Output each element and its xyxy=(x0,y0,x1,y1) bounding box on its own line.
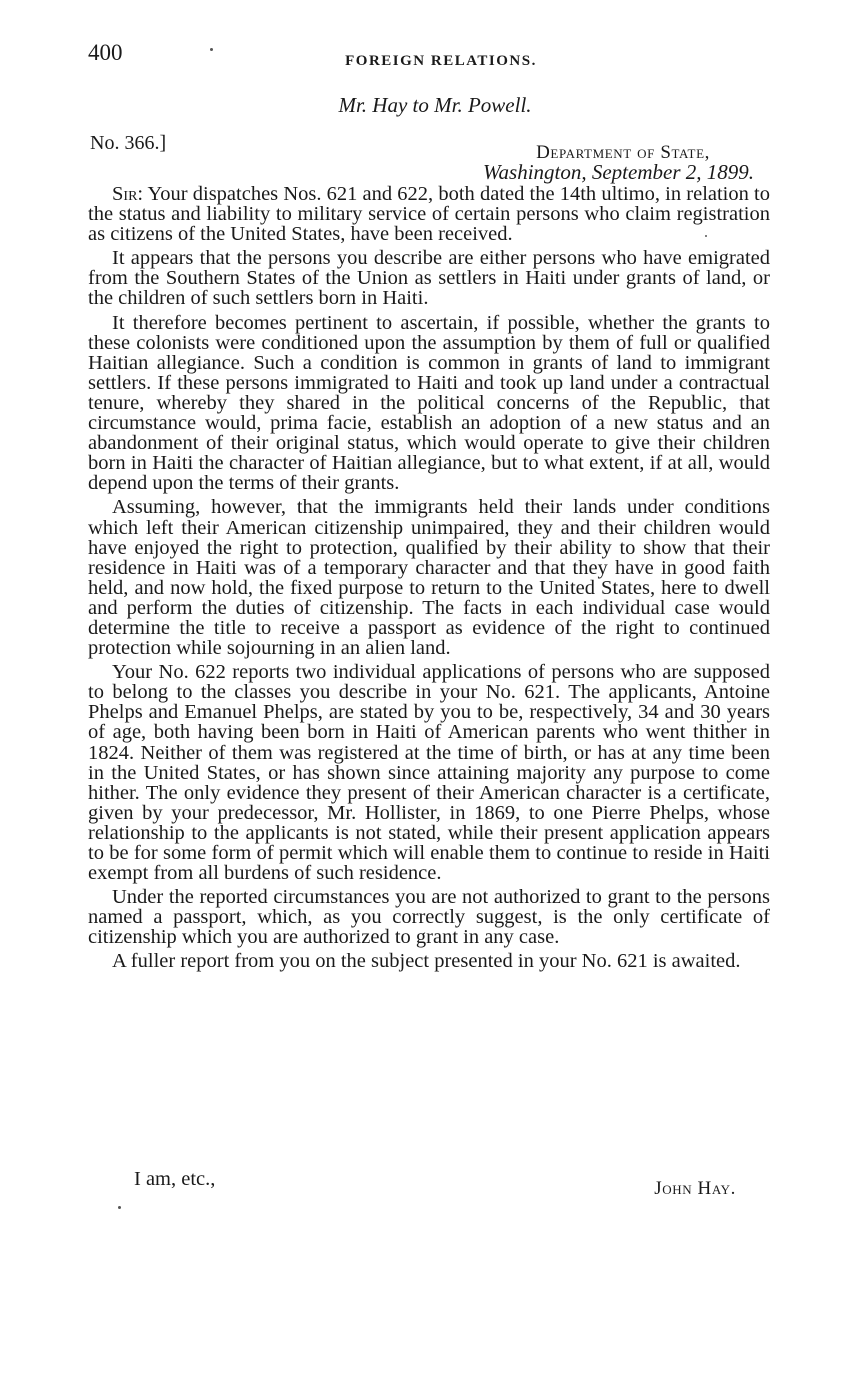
letter-title-text: Mr. Hay to Mr. Powell. xyxy=(338,93,532,117)
letter-number: No. 366.] xyxy=(90,132,167,154)
paragraph-4: Assuming, however, that the immigrants held their lands under conditions which left their American citizenship unimpaired, they and their children would have enjoyed the right to protection, qualified by their ability to show that their residence in Haiti was of a temporary character and that they have in good faith held, and now hold, the fixed purpose to return to the United States, here to dwell and perform the duties of citizenship. The facts in each individual case would determine the title to receive a passport as evidence of the right to continued protection while sojourning in an alien land. xyxy=(88,496,770,660)
page-number: 400 xyxy=(88,40,123,65)
paragraph-1 xyxy=(88,184,770,244)
letter-body xyxy=(88,184,770,976)
salutation: Sir: xyxy=(112,183,144,205)
print-speck xyxy=(118,1206,121,1209)
department-heading: Department of State, xyxy=(536,142,710,163)
print-speck xyxy=(705,235,707,237)
dateline: Washington, September 2, 1899. xyxy=(482,160,754,184)
paragraph-3: It therefore becomes pertinent to ascertain, if possible, whether the grants to these colonists were conditioned upon the assumption by them of full or qualified Haitian allegiance. Such a condition is common in grants of land to immigrant settlers. If these persons immigrated to Haiti and took up land under a contractual tenure, whereby they shared in the political concerns of the Republic, that circumstance would, prima facie, establish an adoption of a new status and an abandonment of their original status, which would operate to give their children born in Haiti the character of Haitian allegiance, but to what extent, if at all, would depend upon the terms of their grants. xyxy=(88,311,770,495)
closing: I am, etc., xyxy=(134,1168,216,1190)
letter-title xyxy=(0,93,850,118)
running-head-text: FOREIGN RELATIONS. xyxy=(345,53,537,69)
paragraph-7: A fuller report from you on the subject presented in your No. 621 is awaited. xyxy=(112,950,741,973)
paragraph-1-text: Your dispatches Nos. 621 and 622, both dated the 14th ultimo, in relation to the status and liability to military service of certain persons who claim registration as citizens of the United States, have been received. xyxy=(88,183,770,246)
signature: John Hay. xyxy=(654,1178,736,1199)
running-head xyxy=(0,53,850,70)
paragraph-5: Your No. 622 reports two individual applications of persons who are supposed to belong to the classes you describe in your No. 621. The applicants, Antoine Phelps and Emanuel Phelps, are stated by you to be, respectively, 34 and 30 years of age, both having been born in Haiti of American parents who went thither in 1824. Neither of them was registered at the time of birth, or has at any time been in the United States, or has shown since attaining majority any purpose to come hither. The only evidence they present of their American character is a certificate, given by your predecessor, Mr. Hollister, in 1869, to one Pierre Phelps, whose relationship to the applicants is not stated, while their present application appears to be for some form of permit which will enable them to continue to reside in Haiti exempt from all burdens of such residence. xyxy=(88,661,770,885)
paragraph-6: Under the reported circumstances you are not authorized to grant to the persons named a passport, which, as you correctly suggest, is the only certificate of citizenship which you are authorized to grant in any case. xyxy=(88,886,770,949)
paragraph-2: It appears that the persons you describe are either persons who have emigrated from the Southern States of the Union as settlers in Haiti under grants of land, or the children of such settlers born in Haiti. xyxy=(88,247,770,310)
print-speck xyxy=(210,48,213,51)
